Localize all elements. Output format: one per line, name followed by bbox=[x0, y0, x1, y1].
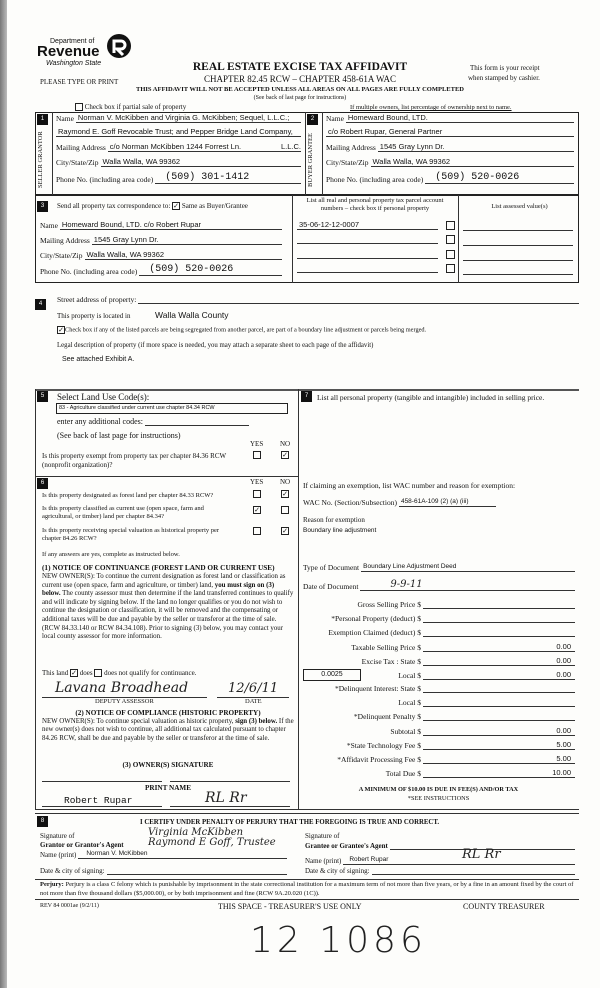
fee-line-value[interactable]: 5.00 bbox=[423, 740, 575, 750]
fee-line-value[interactable]: 0.00 bbox=[423, 656, 575, 666]
owner-signature: RL Rr bbox=[205, 790, 247, 806]
chapter-line: CHAPTER 82.45 RCW – CHAPTER 458-61A WAC bbox=[204, 74, 396, 84]
does-label: does bbox=[79, 669, 93, 677]
notice-continuance-text bbox=[42, 573, 294, 642]
located-in-label: This property is located in bbox=[57, 312, 131, 320]
personal-property-checkbox-4[interactable] bbox=[446, 264, 455, 273]
does-qualify-checkbox[interactable]: ✓ bbox=[71, 669, 77, 678]
reason-value[interactable]: Boundary line adjustment bbox=[303, 527, 377, 534]
notice-compliance-title: (2) NOTICE OF COMPLIANCE (HISTORIC PROPERTY) bbox=[75, 709, 261, 717]
section-3-badge: 3 bbox=[37, 201, 48, 212]
fee-line-value[interactable] bbox=[423, 712, 575, 721]
fee-line-label: Local $ bbox=[398, 671, 421, 680]
personal-property-label: List all personal property (tangible and intangible) included in selling price. bbox=[317, 393, 545, 402]
seller-name-field[interactable]: Norman V. McKibben and Virginia G. McKibben; Sequel, L.L.C.; bbox=[76, 113, 301, 123]
receipt-note-2: when stamped by cashier. bbox=[468, 74, 540, 82]
fee-line bbox=[303, 754, 575, 764]
legal-description-label: Legal description of property (if more space is needed, you may attach a separate sheet to each page of the affidavit) bbox=[57, 342, 374, 349]
land-use-code-select[interactable]: 83 - Agriculture classified under current use chapter 84.34 RCW bbox=[56, 403, 288, 414]
seller-address-suffix: L.L.C. bbox=[280, 142, 301, 151]
treasurer-use: THIS SPACE - TREASURER'S USE ONLY bbox=[218, 902, 362, 911]
sec3-phone-field[interactable]: (509) 520-0026 bbox=[139, 264, 282, 276]
deputy-assessor-label: DEPUTY ASSESSOR bbox=[95, 698, 154, 705]
exemption-label: If claiming an exemption, list WAC number and reason for exemption: bbox=[303, 481, 516, 490]
buyer-phone-label: Phone No. (including area code) bbox=[326, 175, 424, 184]
logo-state: Washington State bbox=[46, 60, 102, 67]
owner-signature-title: (3) OWNER(S) SIGNATURE bbox=[122, 761, 214, 769]
continuance-choice bbox=[42, 668, 196, 678]
grantee-date-city-field[interactable] bbox=[372, 866, 575, 875]
grantor-agent-label: Grantor or Grantor's Agent bbox=[40, 841, 124, 849]
doc-date-field[interactable]: 9-9-11 bbox=[360, 579, 575, 591]
same-as-buyer-label: Same as Buyer/Grantee bbox=[181, 202, 248, 210]
warning: THIS AFFIDAVIT WILL NOT BE ACCEPTED UNLESS ALL AREAS ON ALL PAGES ARE FULLY COMPLETED bbox=[136, 86, 464, 93]
does-not-label: does not qualify for continuance. bbox=[104, 669, 197, 677]
additional-codes-label: enter any additional codes: bbox=[57, 417, 143, 426]
does-not-qualify-checkbox[interactable] bbox=[94, 669, 102, 677]
notice2-text-b: If the new owner(s) does not wish to continue, all additional tax calculated pursuant to chapter 84.26 RCW, shall be due and payable by the seller or transferor at the time of sale. bbox=[42, 718, 294, 742]
grantee-signature: RL Rr bbox=[462, 847, 501, 862]
section-5-badge: 5 bbox=[37, 391, 48, 402]
fee-line-label: *Affidavit Processing Fee $ bbox=[337, 755, 421, 764]
fee-line-value[interactable] bbox=[423, 600, 575, 609]
buyer-address-label: Mailing Address bbox=[326, 143, 376, 152]
additional-codes-field[interactable] bbox=[145, 417, 249, 426]
grantee-name-label: Name (print) bbox=[305, 857, 342, 865]
scan-edge bbox=[0, 0, 7, 988]
fee-line-label: *Personal Property (deduct) $ bbox=[331, 614, 421, 623]
assessed-value-1[interactable] bbox=[463, 230, 573, 231]
multiple-owners-note: If multiple owners, list percentage of ownership next to name. bbox=[350, 104, 512, 111]
perjury-text: Perjury is a class C felony which is punishable by imprisonment in the state correctional institution for a maximum term of not more than five years, or by a fine in an amount fixed by the court of not more than five thousand dollars ($5,000.00), or by both imprisonment and fine (RCW 9A.20.020 (1C)). bbox=[40, 881, 574, 897]
personal-property-checkbox-2[interactable] bbox=[446, 235, 455, 244]
parcel-number-1[interactable]: 35-06-12-12-0007 bbox=[297, 220, 438, 230]
sec5-no-header: NO bbox=[280, 440, 291, 448]
receipt-note-1: This form is your receipt bbox=[470, 64, 540, 72]
fee-line-label: Subtotal $ bbox=[390, 727, 421, 736]
buyer-name-field[interactable]: Homeward Bound, LTD. bbox=[346, 113, 574, 123]
seller-city-label: City/State/Zip bbox=[56, 158, 99, 167]
section-8-badge: 8 bbox=[37, 816, 48, 827]
buyer-grantee-label: BUYER GRANTEE bbox=[307, 133, 314, 187]
minimum-due-note: A MINIMUM OF $10.00 IS DUE IN FEE(S) AND/OR TAX bbox=[358, 786, 519, 793]
fee-line-value[interactable]: 0.00 bbox=[423, 670, 575, 680]
same-as-buyer-checkbox[interactable]: ✓ bbox=[173, 202, 180, 211]
current-use-no-checkbox[interactable] bbox=[281, 506, 289, 514]
assessor-signature: Lavana Broadhead bbox=[55, 680, 189, 696]
fee-line-label: *State Technology Fee $ bbox=[346, 741, 421, 750]
reason-label: Reason for exemption bbox=[303, 516, 365, 524]
seller-city-field[interactable]: Walla Walla, WA 99362 bbox=[101, 157, 302, 167]
legal-description-value: See attached Exhibit A. bbox=[62, 356, 135, 363]
type-print: PLEASE TYPE OR PRINT bbox=[40, 78, 119, 86]
fee-line bbox=[303, 600, 575, 609]
form-revision: REV 84 0001ae (9/2/11) bbox=[40, 903, 99, 909]
sec5-see-back: (See back of last page for instructions) bbox=[57, 431, 181, 440]
assessed-value-2[interactable] bbox=[463, 245, 573, 246]
assessed-value-3[interactable] bbox=[463, 260, 573, 261]
fee-line bbox=[303, 712, 575, 721]
sec3-city-field[interactable]: Walla Walla, WA 99362 bbox=[85, 250, 283, 260]
personal-property-checkbox-3[interactable] bbox=[446, 250, 455, 259]
grantor-signature: Virginia McKibben Raymond E Goff, Trustee bbox=[148, 827, 276, 848]
parcel-header: List all real and personal property tax parcel account numbers – check box if personal property bbox=[306, 197, 444, 212]
fee-line bbox=[303, 698, 575, 707]
wac-field[interactable]: 458-61A-109 (2) (a) (iii) bbox=[399, 498, 496, 507]
logo-revenue: Revenue bbox=[37, 43, 100, 60]
this-land-label: This land bbox=[42, 669, 69, 677]
doc-type-field[interactable]: Boundary Line Adjustment Deed bbox=[361, 563, 575, 572]
section-4-badge: 4 bbox=[35, 299, 46, 310]
exempt-no-checkbox[interactable]: ✓ bbox=[282, 451, 288, 459]
owner-print-name[interactable]: Robert Rupar bbox=[64, 795, 133, 806]
seller-phone-label: Phone No. (including area code) bbox=[56, 175, 154, 184]
sec3-name-label: Name bbox=[40, 221, 58, 230]
assessor-date: 12/6/11 bbox=[228, 681, 279, 696]
partial-sale-checkbox[interactable] bbox=[75, 103, 83, 111]
buyer-city-field[interactable]: Walla Walla, WA 99362 bbox=[371, 157, 575, 167]
seller-grantor-label: SELLER GRANTOR bbox=[37, 131, 44, 189]
grantee-agent-label: Grantee or Grantee's Agent bbox=[305, 842, 388, 850]
see-instructions: *SEE INSTRUCTIONS bbox=[407, 795, 470, 802]
forest-yes-checkbox[interactable] bbox=[253, 490, 261, 498]
local-rate-box[interactable]: 0.0025 bbox=[303, 669, 361, 681]
land-use-label: Select Land Use Code(s): bbox=[57, 392, 150, 402]
personal-property-checkbox-1[interactable] bbox=[446, 221, 455, 230]
forest-question: Is this property designated as forest land per chapter 84.33 RCW? bbox=[42, 492, 214, 499]
historic-yes-checkbox[interactable] bbox=[253, 527, 261, 535]
grantor-name-label: Name (print) bbox=[40, 851, 77, 859]
assessed-value-4[interactable] bbox=[463, 274, 573, 275]
fee-line-label: Total Due $ bbox=[385, 769, 421, 778]
forest-no-checkbox[interactable]: ✓ bbox=[282, 490, 288, 498]
fee-line bbox=[303, 614, 575, 623]
owner-signature-line-2[interactable] bbox=[170, 781, 290, 782]
see-back: (See back of last page for instructions) bbox=[253, 95, 347, 101]
grantee-signature-of: Signature of bbox=[305, 832, 340, 840]
grantee-name-field[interactable] bbox=[343, 856, 575, 865]
notice2-text-a: NEW OWNER(S): To continue special valuation as historic property, bbox=[42, 718, 236, 725]
fee-line-label: Exemption Claimed (deduct) $ bbox=[328, 628, 421, 637]
fee-line-label: Local $ bbox=[398, 698, 421, 707]
seller-address-field[interactable] bbox=[108, 142, 301, 152]
grantee-name-value: Robert Rupar bbox=[349, 856, 389, 863]
section-7-badge: 7 bbox=[301, 391, 312, 402]
notice1-text-b: The county assessor must then determine if the land transferred continues to qualify and will indicate by signing below. If the land no longer qualifies or you do not wish to continue the designation or classification, it will be removed and the compensating or additional taxes will be due and payable by the seller or transferor at the time of sale. (RCW 84.33.140 or RCW 84.34.108). Prior to signing (3) below, you may contact your local county assessor for more information. bbox=[42, 590, 294, 641]
perjury-bold: Perjury: bbox=[40, 881, 64, 888]
historic-no-checkbox[interactable]: ✓ bbox=[282, 527, 288, 535]
segregated-label: Check box if any of the listed parcels are being segregated from another parcel, are part of a boundary line adjustment or parcels being merged. bbox=[65, 326, 427, 334]
sec5-yes-header: YES bbox=[250, 440, 264, 448]
notice1-text-a: NEW OWNER(S): To continue the current designation as forest land or classification as current use (open space, farm and agriculture, or timber) land, bbox=[42, 573, 286, 589]
sec3-address-label: Mailing Address bbox=[40, 236, 90, 245]
fee-line-value[interactable] bbox=[423, 684, 575, 693]
grantor-signature-of: Signature of bbox=[40, 832, 75, 840]
street-address-label: Street address of property: bbox=[57, 295, 137, 304]
section-6-badge: 6 bbox=[37, 478, 48, 489]
section-2-badge: 2 bbox=[307, 114, 318, 125]
buyer-address-field[interactable]: 1545 Gray Lynn Dr. bbox=[378, 142, 574, 152]
sec3-city-label: City/State/Zip bbox=[40, 251, 83, 260]
fee-line-label: Gross Selling Price $ bbox=[357, 600, 421, 609]
fee-line-label: Excise Tax : State $ bbox=[361, 657, 421, 666]
doc-date-label: Date of Document bbox=[303, 582, 359, 591]
current-use-question: Is this property classified as current use (open space, farm and agricultural, or timber) land per chapter 84.34? bbox=[42, 505, 204, 520]
fee-line bbox=[303, 642, 575, 652]
assessed-header: List assessed value(s) bbox=[491, 203, 548, 210]
buyer-name-label: Name bbox=[326, 114, 344, 123]
seller-address-value: c/o Norman McKibben 1244 Forrest Ln. bbox=[109, 142, 242, 151]
if-yes-note: If any answers are yes, complete as instructed below. bbox=[42, 551, 180, 558]
sec3-phone-label: Phone No. (including area code) bbox=[40, 267, 138, 276]
wac-label: WAC No. (Section/Subsection) bbox=[303, 498, 397, 507]
fee-line-value[interactable] bbox=[423, 628, 575, 637]
fee-line-label: Taxable Selling Price $ bbox=[351, 643, 421, 652]
parcel-number-4[interactable] bbox=[297, 264, 438, 273]
street-address-field[interactable] bbox=[138, 295, 579, 304]
fee-line bbox=[303, 726, 575, 736]
partial-sale-label: Check box if partial sale of property bbox=[84, 103, 187, 111]
sec6-yes-header: YES bbox=[250, 478, 264, 486]
grantor-date-city-field[interactable] bbox=[107, 866, 287, 875]
county-treasurer: COUNTY TREASURER bbox=[463, 902, 545, 911]
handwritten-number: 12 1086 bbox=[250, 920, 427, 961]
logo-dept: Department of bbox=[50, 38, 95, 45]
buyer-phone-field[interactable]: (509) 520-0026 bbox=[425, 172, 574, 184]
parcel-number-2[interactable] bbox=[297, 235, 438, 244]
grantor-date-city-label: Date & city of signing: bbox=[40, 867, 105, 875]
notice1-bold: you must sign on (3) below. bbox=[42, 581, 275, 598]
doc-type-label: Type of Document bbox=[303, 563, 360, 572]
fee-line bbox=[303, 656, 575, 666]
fee-line-value[interactable]: 0.00 bbox=[423, 642, 575, 652]
exempt-question: Is this property exempt from property tax per chapter 84.36 RCW (nonprofit organization)? bbox=[42, 452, 226, 469]
notice2-bold: sign (3) below. bbox=[235, 718, 278, 725]
correspondence-label: Send all property tax correspondence to: bbox=[57, 202, 171, 210]
notice-compliance-text bbox=[42, 718, 294, 743]
correspondence bbox=[57, 202, 248, 210]
fee-line bbox=[303, 684, 575, 693]
county-value: Walla Walla County bbox=[155, 310, 229, 320]
buyer-city-label: City/State/Zip bbox=[326, 158, 369, 167]
sec3-address-field[interactable]: 1545 Gray Lynn Dr. bbox=[92, 235, 282, 245]
current-use-yes-checkbox[interactable]: ✓ bbox=[254, 506, 260, 514]
buyer-name-field-2[interactable]: c/o Robert Rupar, General Partner bbox=[326, 127, 574, 137]
form-title: REAL ESTATE EXCISE TAX AFFIDAVIT bbox=[192, 61, 408, 73]
notice-continuance-title: (1) NOTICE OF CONTINUANCE (FOREST LAND OR CURRENT USE) bbox=[42, 563, 275, 572]
fee-line-label: *Delinquent Penalty $ bbox=[353, 712, 421, 721]
partial-sale[interactable] bbox=[75, 103, 186, 111]
assessor-date-label: DATE bbox=[245, 698, 262, 705]
fee-line-label: *Delinquent Interest: State $ bbox=[334, 684, 421, 693]
dor-logo-icon bbox=[106, 33, 132, 59]
grantor-name-field[interactable]: Norman V. McKibben bbox=[78, 850, 287, 859]
seller-phone-field[interactable]: (509) 301-1412 bbox=[155, 172, 301, 184]
seller-name-field-2[interactable]: Raymond E. Goff Revocable Trust; and Pepper Bridge Land Company, bbox=[56, 127, 301, 137]
historic-question: Is this property receiving special valuation as historical property per chapter 84.26 RCW? bbox=[42, 527, 220, 542]
grantee-date-city-label: Date & city of signing: bbox=[305, 867, 370, 875]
exempt-yes-checkbox[interactable] bbox=[253, 451, 261, 459]
section-1-badge: 1 bbox=[37, 114, 48, 125]
sec6-no-header: NO bbox=[280, 478, 291, 486]
sec3-name-field[interactable]: Homeward Bound, LTD. c/o Robert Rupar bbox=[60, 220, 282, 230]
fee-line bbox=[303, 628, 575, 637]
fee-line-value[interactable]: 0.00 bbox=[423, 726, 575, 736]
owner-signature-line-1[interactable] bbox=[42, 781, 162, 782]
segregated-checkbox[interactable]: ✓ bbox=[58, 326, 64, 334]
certify-statement: I CERTIFY UNDER PENALTY OF PERJURY THAT THE FOREGOING IS TRUE AND CORRECT. bbox=[140, 819, 440, 826]
fee-line-value[interactable]: 5.00 bbox=[423, 754, 575, 764]
seller-name-label: Name bbox=[56, 114, 74, 123]
seller-address-label: Mailing Address bbox=[56, 143, 106, 152]
fee-line bbox=[303, 768, 575, 778]
fee-line-value[interactable]: 10.00 bbox=[423, 768, 575, 778]
perjury-notice bbox=[40, 881, 580, 898]
fee-line-value[interactable] bbox=[423, 698, 575, 707]
print-name-label: PRINT NAME bbox=[145, 784, 191, 792]
parcel-number-3[interactable] bbox=[297, 250, 438, 259]
fee-line-value[interactable] bbox=[423, 614, 575, 623]
fee-line bbox=[303, 740, 575, 750]
